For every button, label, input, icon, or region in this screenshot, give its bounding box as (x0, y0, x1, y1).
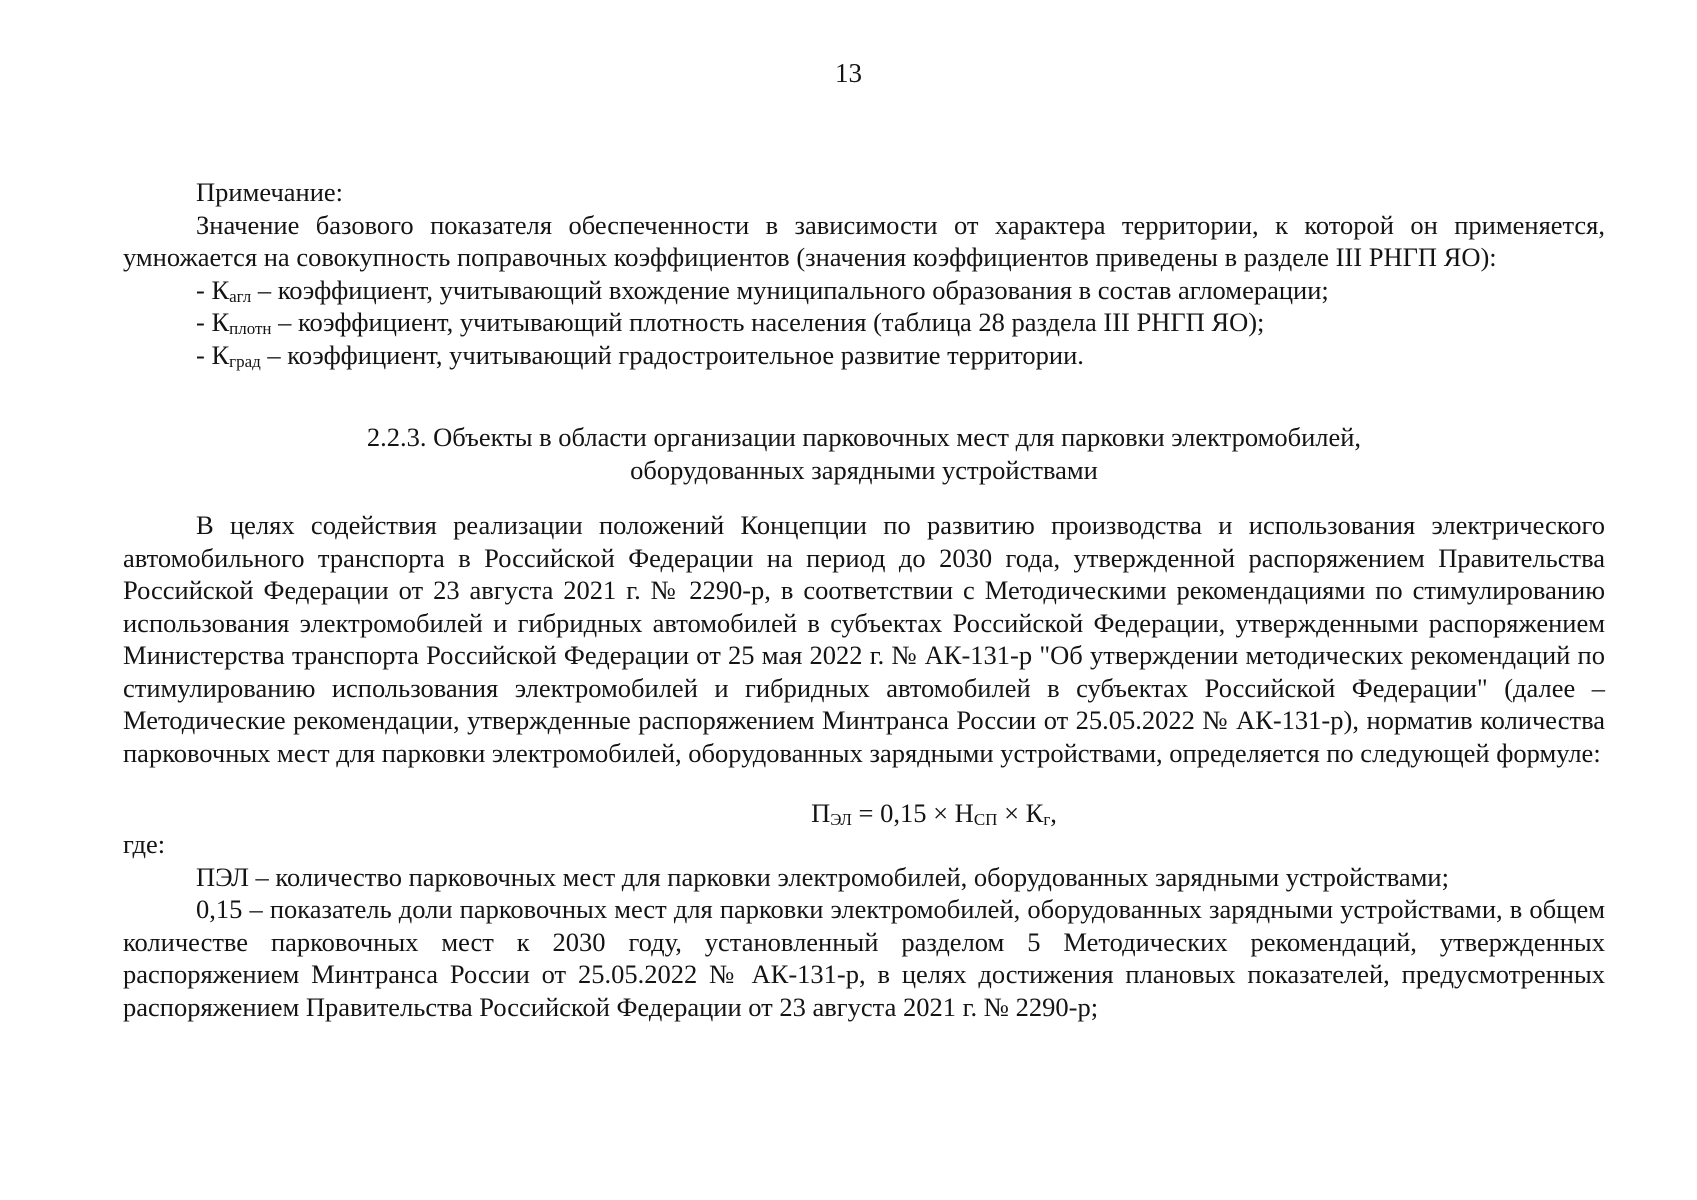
section-heading (123, 421, 1605, 486)
page-number: 13 (835, 58, 862, 88)
definition-pel: ПЭЛ – количество парковочных мест для парковки электромобилей, оборудованных зарядными устройствами; (196, 861, 1449, 892)
section-heading-line1: 2.2.3. Объекты в области организации парковочных мест для парковки электромобилей, (366, 422, 1362, 452)
definition-coefficient: 0,15 – показатель доли парковочных мест для парковки электромобилей, оборудованных зарядными устройствами, в общем количестве парковочных мест к 2030 году, установленный разделом 5 Методических рекомендаций, утвержденных распоряжением Минтранса России от 25.05.2022 № АК-131-р, в целях достижения плановых показателей, предусмотренных распоряжением Правительства Российской Федерации от 23 августа 2021 г. № 2290-р; (123, 894, 1605, 1022)
note-item-density: - $К_{плотн}$ – коэффициент, учитывающий плотность населения (таблица 28 раздела III РНГП ЯО); (196, 307, 1265, 338)
note-item-aggl: - $К_{агл}$ – коэффициент, учитывающий вхождение муниципального образования в состав агломерации; (196, 274, 1329, 306)
where-label: где: (123, 829, 166, 859)
note-item-urban: - $К_{град}$ – коэффициент, учитывающий градостроительное развитие территории. (196, 339, 1084, 371)
definitions-block (123, 828, 1605, 1023)
section-heading-line2: оборудованных зарядными устройствами (630, 454, 1098, 485)
section-body (123, 509, 1605, 769)
note-label: Примечание: (196, 177, 344, 207)
note-paragraph: Значение базового показателя обеспеченности в зависимости от характера территории, к которой он применяется, умножается на совокупность поправочных коэффициентов (значения коэффициентов приведены в разделе III РНГП ЯО): (123, 209, 1605, 272)
formula: $П_{ЭЛ} = 0,15 \times Н_{СП} \times К_г$, (811, 798, 1057, 829)
section-paragraph: В целях содействия реализации положений Концепции по развитию производства и использования электрического автомобильного транспорта в Российской Федерации на период до 2030 года, утвержденной распоряжением Правительства Российской Федерации от 23 августа 2021 г. № 2290-р, в соответствии с Методическими рекомендациями по стимулированию использования электромобилей и гибридных автомобилей в субъектах Российской Федерации, утвержденными распоряжением Министерства транспорта Российской Федерации от 25 мая 2022 г. № АК-131-р "Об утверждении методических рекомендаций по стимулированию использования электромобилей и гибридных автомобилей в субъектах Российской Федерации" (далее – Методические рекомендации, утвержденные распоряжением Минтранса России от 25.05.2022 № АК-131-р), норматив количества парковочных мест для парковки электромобилей, оборудованных зарядными устройствами, определяется по следующей формуле: (123, 510, 1605, 768)
note-block (123, 176, 1605, 371)
